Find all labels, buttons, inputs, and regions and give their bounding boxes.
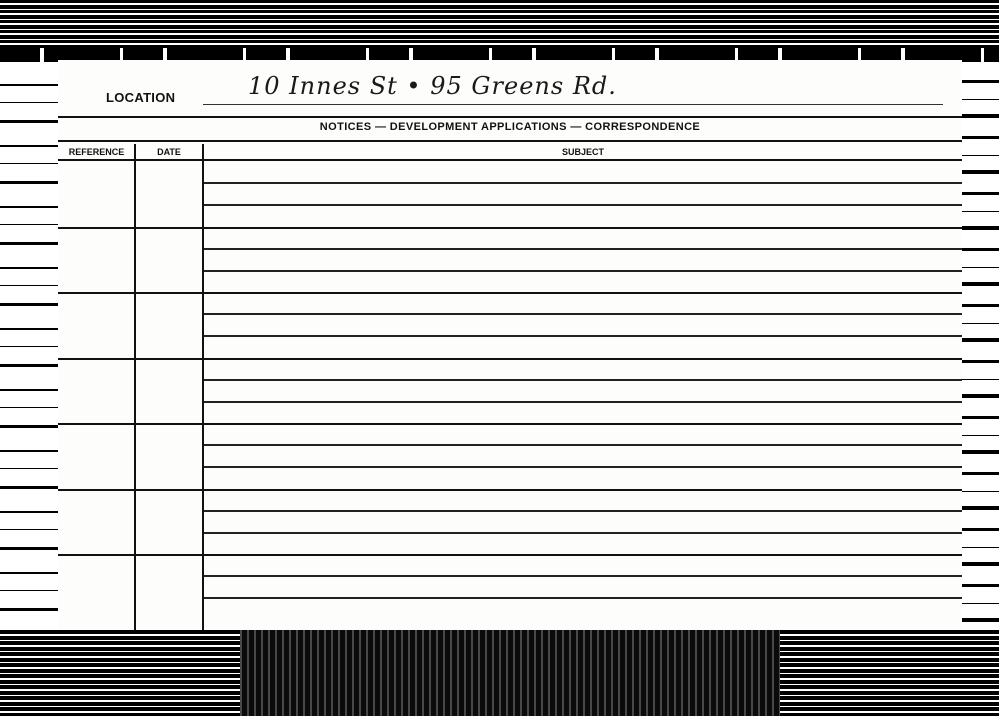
entry-subject-cell[interactable] bbox=[204, 294, 962, 354]
entry-block bbox=[58, 423, 962, 489]
entry-date-cell[interactable] bbox=[136, 425, 202, 485]
entry-block bbox=[58, 358, 962, 424]
index-card bbox=[58, 60, 962, 630]
scan-border-bottom bbox=[0, 630, 999, 716]
entry-reference-cell[interactable] bbox=[58, 491, 134, 551]
column-header-date: DATE bbox=[157, 147, 181, 157]
entry-subject-cell[interactable] bbox=[204, 229, 962, 289]
entry-reference-cell[interactable] bbox=[58, 425, 134, 485]
entry-date-cell[interactable] bbox=[136, 163, 202, 223]
entry-reference-cell[interactable] bbox=[58, 360, 134, 420]
entry-reference-cell[interactable] bbox=[58, 294, 134, 354]
scan-border-top bbox=[0, 0, 999, 62]
entry-date-cell[interactable] bbox=[136, 229, 202, 289]
column-header-reference: REFERENCE bbox=[68, 147, 125, 157]
entry-block bbox=[58, 292, 962, 358]
section-heading: NOTICES — DEVELOPMENT APPLICATIONS — CORRESPONDENCE bbox=[319, 121, 701, 133]
entry-date-cell[interactable] bbox=[136, 294, 202, 354]
heading-top-rule bbox=[58, 116, 962, 118]
entry-subject-cell[interactable] bbox=[204, 425, 962, 485]
entry-block bbox=[58, 227, 962, 293]
entry-subject-cell[interactable] bbox=[204, 556, 962, 616]
entry-subject-cell[interactable] bbox=[204, 360, 962, 420]
entry-block bbox=[58, 554, 962, 620]
column-header-subject: SUBJECT bbox=[561, 147, 604, 157]
entry-block bbox=[58, 489, 962, 555]
entry-date-cell[interactable] bbox=[136, 491, 202, 551]
entry-date-cell[interactable] bbox=[136, 556, 202, 616]
entry-block bbox=[58, 161, 962, 227]
scan-border-left bbox=[0, 62, 58, 630]
location-label: LOCATION bbox=[106, 90, 176, 105]
entry-reference-cell[interactable] bbox=[58, 556, 134, 616]
entry-reference-cell[interactable] bbox=[58, 229, 134, 289]
entry-subject-cell[interactable] bbox=[204, 491, 962, 551]
entry-subject-cell[interactable] bbox=[204, 163, 962, 223]
entry-reference-cell[interactable] bbox=[58, 163, 134, 223]
location-underline bbox=[203, 104, 943, 105]
entry-date-cell[interactable] bbox=[136, 360, 202, 420]
location-row bbox=[58, 60, 962, 116]
heading-bottom-rule bbox=[58, 140, 962, 142]
scan-border-right bbox=[962, 62, 999, 630]
location-handwritten-value: 10 Innes St • 95 Greens Rd. bbox=[248, 72, 617, 100]
